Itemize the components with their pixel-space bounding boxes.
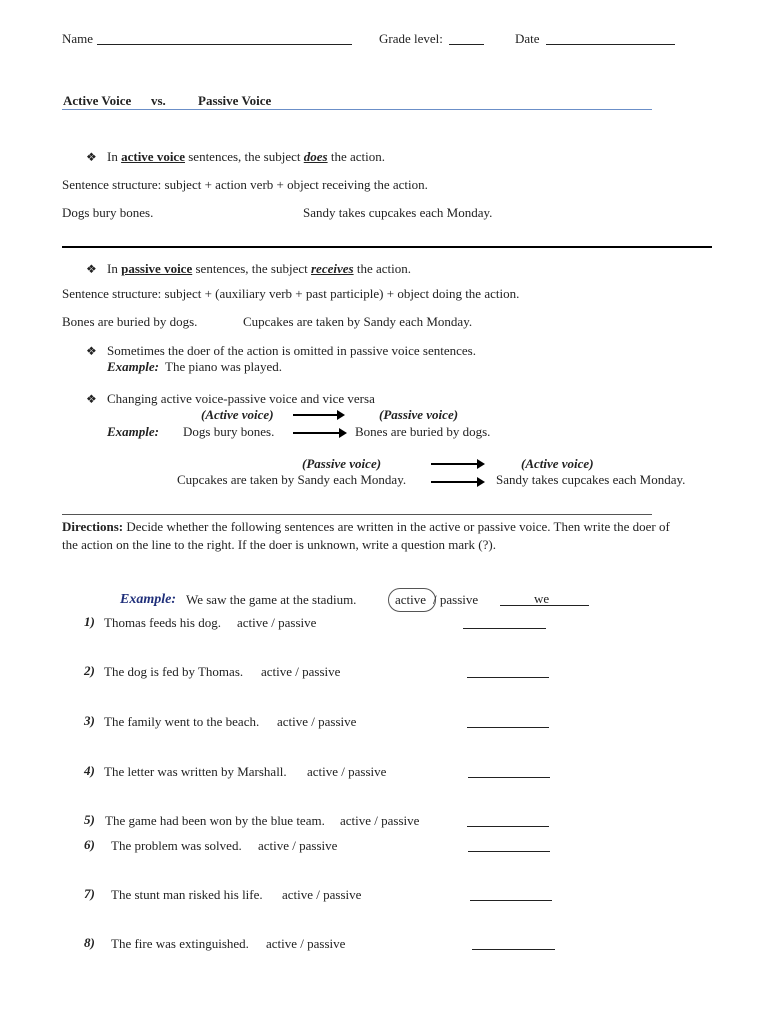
item-number: 2): [84, 663, 95, 678]
item-sentence: The fire was extinguished.: [111, 936, 249, 951]
passive-voice-term: passive voice: [121, 261, 193, 276]
item-answer-line[interactable]: [470, 900, 552, 901]
example-item-active: active: [395, 592, 427, 607]
arrow-right-icon: [293, 432, 345, 434]
item-number: 7): [84, 886, 95, 901]
item-sentence: The game had been won by the blue team.: [105, 813, 325, 828]
active-example-2: Sandy takes cupcakes each Monday.: [303, 205, 493, 220]
arrow-right-icon: [431, 463, 483, 465]
passive-voice-bullet: In passive voice sentences, the subject receives the action.: [107, 261, 411, 276]
passive-example-1: Bones are buried by dogs.: [62, 314, 198, 329]
active-structure: Sentence structure: subject + action verb + object receiving the action.: [62, 177, 428, 192]
item-sentence: The problem was solved.: [111, 838, 242, 853]
item-sentence: The dog is fed by Thomas.: [104, 664, 244, 679]
arrow-right-icon: [293, 414, 343, 416]
passive-voice-label-2: (Passive voice): [302, 456, 382, 471]
title-active: Active Voice: [63, 93, 132, 108]
item-number: 5): [84, 812, 95, 827]
item-answer-line[interactable]: [468, 851, 550, 852]
item-choice[interactable]: active / passive: [307, 764, 387, 779]
name-label: Name: [62, 31, 94, 46]
item-number: 1): [84, 614, 95, 629]
directions-line-1: Directions: Decide whether the following sentences are written in the active or passive voice. Then write the doer of: [62, 519, 670, 534]
example-item-passive: / passive: [433, 592, 479, 607]
item-sentence: The stunt man risked his life.: [111, 887, 263, 902]
item-choice[interactable]: active / passive: [266, 936, 346, 951]
section-divider: [62, 246, 712, 248]
example-answer-line: [500, 605, 589, 606]
date-field[interactable]: [546, 44, 675, 45]
item-answer-line[interactable]: [468, 777, 550, 778]
item-number: 6): [84, 837, 95, 852]
active-example-1: Dogs bury bones.: [62, 205, 154, 220]
name-field[interactable]: [97, 44, 352, 45]
grade-level-label: Grade level:: [379, 31, 443, 46]
title-vs: vs.: [151, 93, 166, 108]
changing-heading: Changing active voice-passive voice and vice versa: [107, 391, 375, 406]
title-underline: [62, 109, 652, 110]
changing-to-1: Bones are buried by dogs.: [355, 424, 491, 439]
omitted-note: Sometimes the doer of the action is omitted in passive voice sentences.: [107, 343, 476, 358]
item-answer-line[interactable]: [463, 628, 546, 629]
item-answer-line[interactable]: [467, 677, 549, 678]
item-choice[interactable]: active / passive: [261, 664, 341, 679]
date-label: Date: [515, 31, 540, 46]
active-voice-label-1: (Active voice): [201, 407, 274, 422]
directions-divider: [62, 514, 652, 515]
item-sentence: Thomas feeds his dog.: [104, 615, 221, 630]
item-answer-line[interactable]: [472, 949, 555, 950]
passive-example-2: Cupcakes are taken by Sandy each Monday.: [243, 314, 473, 329]
example-item-label: Example:: [120, 592, 176, 607]
item-answer-line[interactable]: [467, 727, 549, 728]
directions-label: Directions:: [62, 519, 124, 534]
passive-structure: Sentence structure: subject + (auxiliary verb + past participle) + object doing the action.: [62, 286, 520, 301]
diamond-bullet-icon: ❖: [86, 150, 97, 164]
omitted-example-label: Example:: [107, 359, 159, 374]
example-item-sentence: We saw the game at the stadium.: [186, 592, 357, 607]
active-voice-bullet: In active voice sentences, the subject does the action.: [107, 149, 385, 164]
changing-to-2: Sandy takes cupcakes each Monday.: [496, 472, 686, 487]
diamond-bullet-icon: ❖: [86, 262, 97, 276]
passive-voice-label-1: (Passive voice): [379, 407, 459, 422]
item-choice[interactable]: active / passive: [237, 615, 317, 630]
changing-from-1: Dogs bury bones.: [183, 424, 275, 439]
item-number: 4): [84, 763, 95, 778]
item-choice[interactable]: active / passive: [258, 838, 338, 853]
diamond-bullet-icon: ❖: [86, 392, 97, 406]
item-number: 3): [84, 713, 95, 728]
diamond-bullet-icon: ❖: [86, 344, 97, 358]
item-choice[interactable]: active / passive: [277, 714, 357, 729]
item-number: 8): [84, 935, 95, 950]
item-choice[interactable]: active / passive: [340, 813, 420, 828]
does-emphasis: does: [303, 149, 328, 164]
active-voice-term: active voice: [121, 149, 185, 164]
arrow-right-icon: [431, 481, 483, 483]
title-passive: Passive Voice: [198, 93, 272, 108]
example-item-answer: we: [534, 591, 550, 606]
item-sentence: The family went to the beach.: [104, 714, 260, 729]
item-sentence: The letter was written by Marshall.: [104, 764, 287, 779]
directions-line-2: the action on the line to the right. If the doer is unknown, write a question mark (?).: [62, 537, 496, 552]
item-answer-line[interactable]: [467, 826, 549, 827]
omitted-example-text: The piano was played.: [165, 359, 282, 374]
changing-example-label: Example:: [107, 424, 159, 439]
item-choice[interactable]: active / passive: [282, 887, 362, 902]
receives-emphasis: receives: [311, 261, 354, 276]
active-voice-label-2: (Active voice): [521, 456, 594, 471]
changing-from-2: Cupcakes are taken by Sandy each Monday.: [177, 472, 407, 487]
grade-level-field[interactable]: [449, 44, 484, 45]
